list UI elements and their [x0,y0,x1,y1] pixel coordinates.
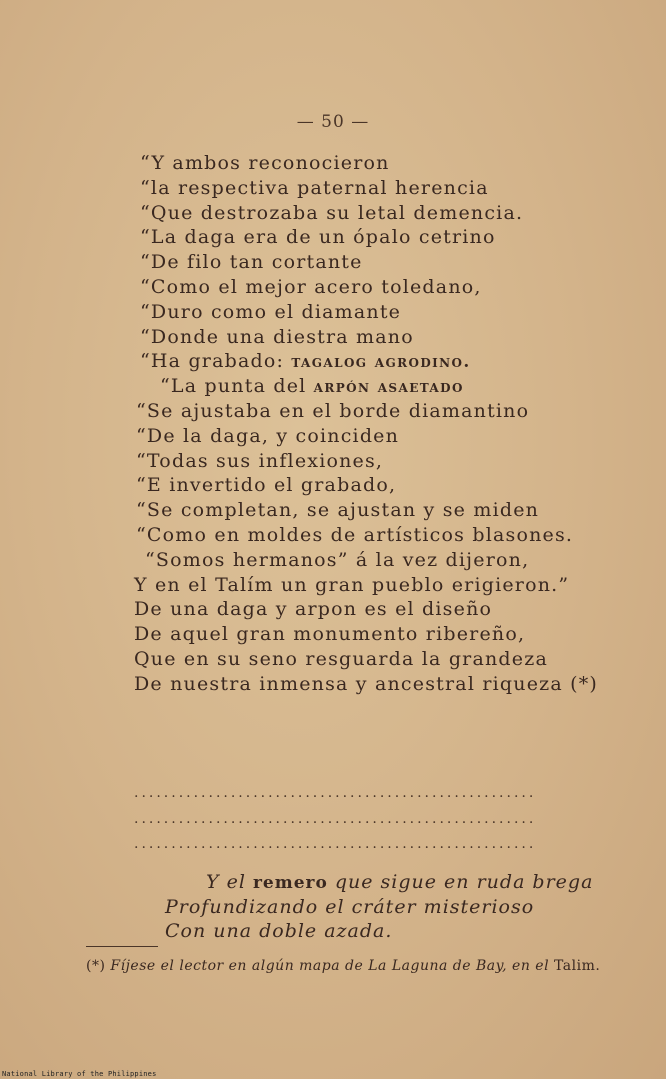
poem-line: De aquel gran monumento ribereño, [134,623,526,645]
poem-line: “Y ambos reconocieron [140,152,390,174]
verse-text: remero [252,873,328,893]
poem-line: “Somos hermanos” á la vez dijeron, [145,549,530,571]
library-credit: National Library of the Philippines [2,1070,157,1078]
verse-line: Profundizando el cráter misterioso [165,896,535,918]
footnote-marker: (*) [86,958,106,974]
ellipsis-row: ...................................................... [134,811,537,827]
footnote-rule [86,946,158,947]
poem-line: De una daga y arpon es el diseño [134,598,493,620]
poem-line [140,350,471,372]
poem-line: “La daga era de un ópalo cetrino [140,226,496,248]
footnote [86,958,600,974]
verse-text: Y el [206,871,253,893]
poem-line: Y en el Talím un gran pueblo erigieron.” [134,574,570,596]
ellipsis-row: ...................................................... [134,836,537,852]
poem-line: “Se ajustaba en el borde diamantino [136,400,530,422]
poem-line: “De la daga, y coinciden [136,425,400,447]
poem-line: “E invertido el grabado, [136,474,397,496]
poem-line: De nuestra inmensa y ancestral riqueza (*) [134,673,599,695]
poem-line-caps: tagalog agrodino. [291,352,471,372]
poem-line: “Donde una diestra mano [140,326,414,348]
footnote-place: Talim. [554,958,601,974]
poem-line: “Duro como el diamante [140,301,402,323]
verse-line [206,871,593,893]
verse-text: que sigue en ruda brega [327,871,594,893]
ellipsis-row: ...................................................... [134,785,537,801]
poem-line: Que en su seno resguarda la grandeza [134,648,548,670]
poem-line: “Como el mejor acero toledano, [140,276,482,298]
page-number: — 50 — [296,112,370,132]
poem-line: “la respectiva paternal herencia [140,177,489,199]
poem-line: “De filo tan cortante [140,251,363,273]
poem-line: “Se completan, se ajustan y se miden [136,499,540,521]
poem-line: “Todas sus inflexiones, [136,450,384,472]
verse-line: Con una doble azada. [165,920,393,942]
poem-line: “Que destrozaba su letal demencia. [140,202,524,224]
poem-line: “Como en moldes de artísticos blasones. [136,524,574,546]
poem-line-text: “Ha grabado: [140,350,292,372]
poem-line-text: “La punta del [160,375,314,397]
footnote-text: Fíjese el lector en algún mapa de La Laguna de Bay, en el [105,958,555,974]
poem-line-caps: arpón asaetado [313,377,464,397]
poem-line [160,375,464,397]
